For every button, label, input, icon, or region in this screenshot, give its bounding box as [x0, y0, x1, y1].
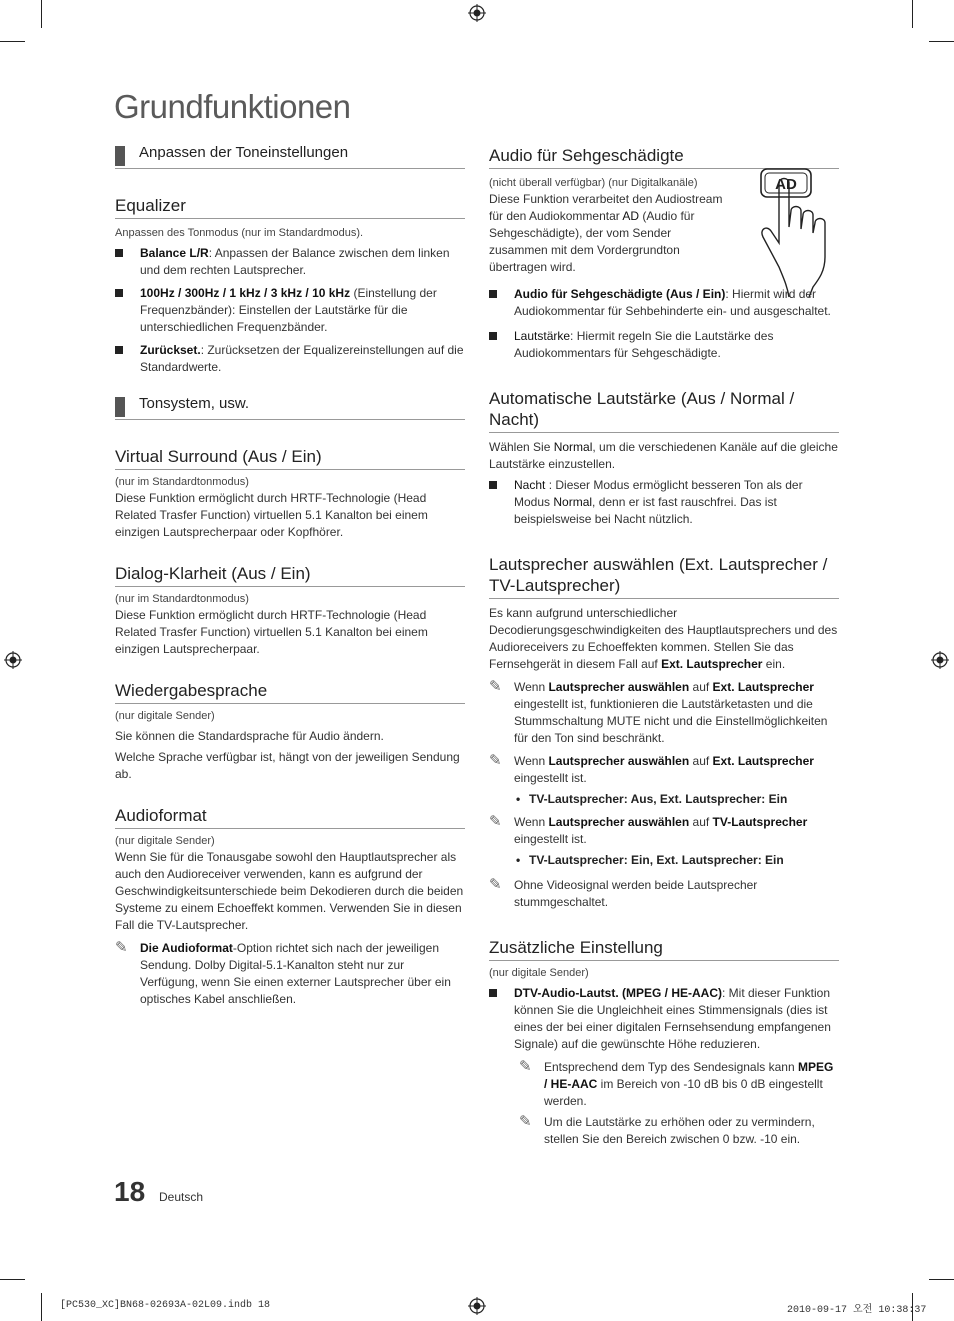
list-item: Nacht : Dieser Modus ermöglicht besseren Ton als der Modus Normal, denn er ist fast rauschfrei. Das ist beispielsweise bei Nacht nützlich.: [489, 477, 839, 528]
square-bullet-icon: [115, 289, 123, 297]
pencil-note-icon: ✎: [489, 876, 502, 893]
section-heading: Automatische Lautstärke (Aus / Normal / Nacht): [489, 388, 839, 433]
subsection-header: Tonsystem, usw.: [115, 394, 465, 420]
paragraph: Diese Funktion ermöglicht durch HRTF-Technologie (Head Related Trasfer Function) virtuellen 5.1 Kanalton bei einem einzigen Lautsprecherpaar oder Kopfhörer.: [115, 491, 428, 539]
registration-mark-icon: [4, 651, 22, 669]
note: ✎ Wenn Lautsprecher auswählen auf Ext. Lautsprecher eingestellt ist, funktionieren die Lautstärketasten und die Stummschaltung MUTE nicht und die Einstellmöglichkeiten für den Ton sind beschränkt.: [489, 678, 828, 745]
left-column: [115, 143, 465, 1008]
paragraph: Es kann aufgrund unterschiedlicher Decodierungsgeschwindigkeiten des Hauptlautsprechers und des Audioreceivers zu Echoeffekten kommen. Stellen Sie das Fernsehgerät in diesem Fall auf Ext. Lautsprecher ein.: [489, 606, 838, 671]
availability-note: (nur digitale Sender): [115, 710, 215, 722]
list-item: Balance L/R: Anpassen der Balance zwischen dem linken und dem rechten Lautsprecher.: [115, 245, 465, 279]
page-number: 18: [114, 1176, 146, 1207]
registration-mark-icon: [931, 651, 949, 669]
list-item: Zurückset.: Zurücksetzen der Equalizereinstellungen auf die Standardwerte.: [115, 342, 465, 376]
crop-mark: [929, 1279, 954, 1280]
pencil-note-icon: ✎: [489, 752, 502, 769]
square-bullet-icon: [489, 481, 497, 489]
list-item: 100Hz / 300Hz / 1 kHz / 3 kHz / 10 kHz (Einstellung der Frequenzbänder): Einstellen der Lautstärke für die unterschiedlichen Frequenzbänder.: [115, 285, 465, 336]
note: ✎ Um die Lautstärke zu erhöhen oder zu vermindern, stellen Sie den Bereich zwischen 0 bzw. -10 ein.: [519, 1113, 815, 1146]
ad-button-label: AD: [775, 176, 797, 193]
crop-mark: [0, 41, 25, 42]
page-title: Grundfunktionen: [114, 88, 351, 125]
note: ✎ Die Audioformat-Option richtet sich nach der jeweiligen Sendung. Dolby Digital-5.1-Kanalton steht nur zur Verfügung, wenn Sie einen externer Lautsprecher über ein optisches Kabel anschließen.: [115, 939, 451, 1006]
crop-mark: [41, 1293, 42, 1321]
section-heading: Lautsprecher auswählen (Ext. Lautsprecher / TV-Lautsprecher): [489, 554, 839, 599]
ad-section: [489, 175, 839, 276]
availability-note: (nur im Standardtonmodus): [115, 476, 249, 488]
availability-note: (nur digitale Sender): [489, 967, 589, 979]
section-heading: Audioformat: [115, 805, 465, 829]
registration-mark-icon: [468, 4, 486, 22]
square-bullet-icon: [489, 290, 497, 298]
print-file-info: [PC530_XC]BN68-02693A-02L09.indb 18: [60, 1300, 271, 1311]
pencil-note-icon: ✎: [519, 1113, 532, 1130]
subsection-header: Anpassen der Toneinstellungen: [115, 143, 465, 169]
crop-mark: [0, 1279, 25, 1280]
pencil-note-icon: ✎: [489, 813, 502, 830]
note: ✎ Wenn Lautsprecher auswählen auf TV-Lautsprecher eingestellt ist.: [489, 813, 808, 846]
section-heading: Dialog-Klarheit (Aus / Ein): [115, 563, 465, 587]
pencil-note-icon: ✎: [115, 939, 128, 956]
list-item: DTV-Audio-Lautst. (MPEG / HE-AAC): Mit dieser Funktion können Sie die Ungleichheit eines Stimmensignals (dies ist eines der bei einer digitalen Fernsehsendung empfangenen Signale) auf die gewünschte Höhe reduzieren.: [489, 985, 839, 1053]
availability-note: (nur digitale Sender): [115, 835, 215, 847]
note: ✎ Wenn Lautsprecher auswählen auf Ext. Lautsprecher eingestellt ist.: [489, 752, 814, 785]
section-heading: Equalizer: [115, 195, 465, 219]
bullet-item: • TV-Lautsprecher: Aus, Ext. Lautsprecher: Ein: [514, 791, 839, 808]
pencil-note-icon: ✎: [519, 1058, 532, 1075]
right-column: [489, 143, 839, 1148]
paragraph: Welche Sprache verfügbar ist, hängt von der jeweiligen Sendung ab.: [115, 750, 460, 781]
note: ✎ Entsprechend dem Typ des Sendesignals kann MPEG / HE-AAC im Bereich von -10 dB bis 0 dB eingestellt werden.: [519, 1058, 834, 1108]
section-heading: Wiedergabesprache: [115, 680, 465, 704]
list-item: Lautstärke: Hiermit regeln Sie die Lautstärke des Audiokommentars für Sehgeschädigte.: [489, 328, 839, 362]
square-bullet-icon: [489, 989, 497, 997]
registration-mark-icon: [468, 1297, 486, 1315]
paragraph: Wählen Sie Normal, um die verschiedenen Kanäle auf die gleiche Lautstärke einzustellen.: [489, 440, 838, 471]
section-heading: Zusätzliche Einstellung: [489, 937, 839, 961]
bullet-item: • TV-Lautsprecher: Ein, Ext. Lautsprecher: Ein: [514, 852, 839, 869]
section-heading: Audio für Sehgeschädigte: [489, 145, 839, 169]
section-heading: Virtual Surround (Aus / Ein): [115, 446, 465, 470]
crop-mark: [41, 0, 42, 28]
crop-mark: [912, 0, 913, 28]
paragraph: Sie können die Standardsprache für Audio ändern.: [115, 729, 384, 743]
availability-note: (nicht überall verfügbar) (nur Digitalkanäle): [489, 177, 698, 189]
section-intro: Anpassen des Tonmodus (nur im Standardmodus).: [115, 227, 364, 239]
square-bullet-icon: [489, 332, 497, 340]
square-bullet-icon: [115, 346, 123, 354]
list-item: Audio für Sehgeschädigte (Aus / Ein): Hiermit wird der Audiokommentar für Sehbehinderte ein- und ausgeschaltet.: [489, 286, 839, 320]
page-language: Deutsch: [159, 1190, 204, 1204]
pencil-note-icon: ✎: [489, 678, 502, 695]
paragraph: Diese Funktion verarbeitet den Audiostream für den Audiokommentar AD (Audio für Sehgeschädigte), der vom Sender zusammen mit dem Vordergrundton übertragen wird.: [489, 192, 723, 274]
paragraph: Wenn Sie für die Tonausgabe sowohl den Hauptlautsprecher als auch den Audioreceiver verwenden, kann es aufgrund der Geschwindigkeitsunterschiede beim Dekodieren durch die beiden Systeme zu einem Echoeffekt kommen. Verwenden Sie in diesen Fall die TV-Lautsprecher.: [115, 850, 464, 932]
remote-hand-ad-icon: [757, 167, 841, 299]
crop-mark: [929, 41, 954, 42]
paragraph: Diese Funktion ermöglicht durch HRTF-Technologie (Head Related Trasfer Function) virtuellen 5.1 Kanalton bei einem einzigen Lautsprecherpaar.: [115, 608, 428, 656]
note: ✎ Ohne Videosignal werden beide Lautsprecher stummgeschaltet.: [489, 876, 758, 909]
square-bullet-icon: [115, 249, 123, 257]
print-date-info: 2010-09-17 오전 10:38:37: [787, 1305, 927, 1316]
availability-note: (nur im Standardtonmodus): [115, 593, 249, 605]
